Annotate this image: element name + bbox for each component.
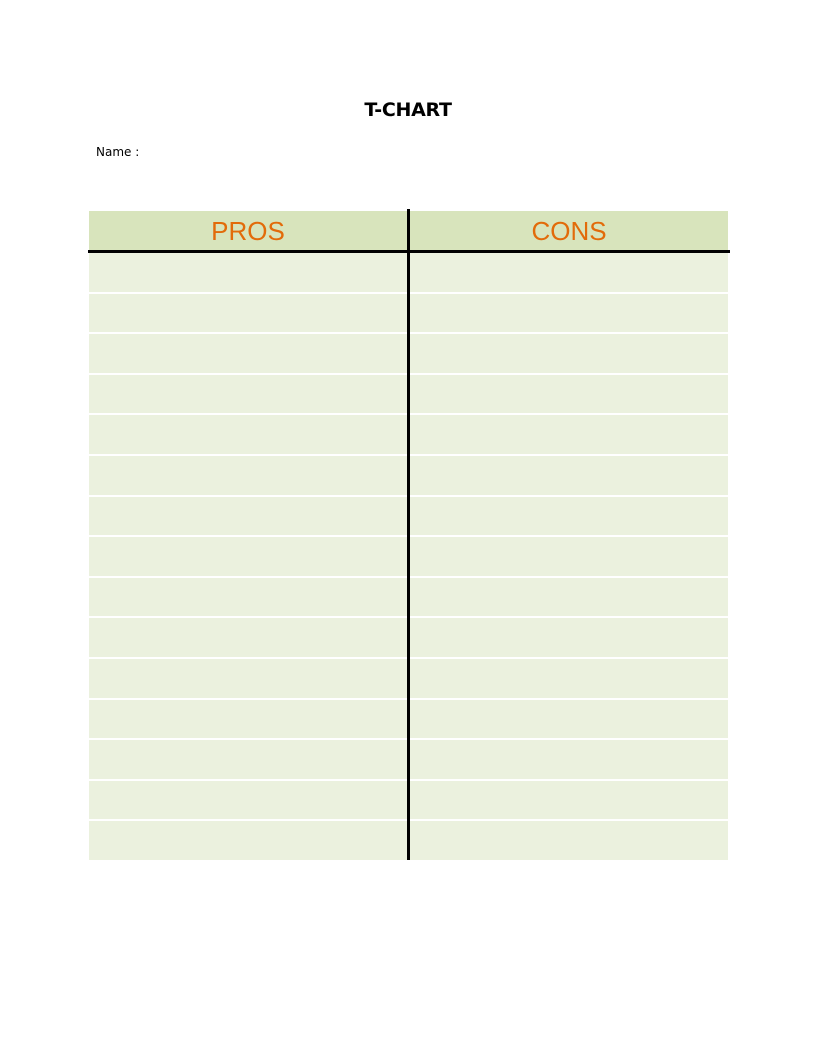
pros-cell[interactable] (89, 253, 407, 292)
cons-cell[interactable] (410, 334, 728, 373)
pros-cell[interactable] (89, 294, 407, 333)
pros-cell[interactable] (89, 415, 407, 454)
pros-column-header: PROS (211, 216, 285, 246)
center-divider (407, 209, 410, 860)
name-label: Name : (96, 145, 140, 159)
cons-cell[interactable] (410, 781, 728, 820)
cons-cell[interactable] (410, 578, 728, 617)
cons-cell[interactable] (410, 659, 728, 698)
t-chart-table (89, 211, 728, 858)
cons-cell[interactable] (410, 618, 728, 657)
pros-cell[interactable] (89, 456, 407, 495)
pros-cell[interactable] (89, 578, 407, 617)
cons-cell[interactable] (410, 415, 728, 454)
pros-cell[interactable] (89, 497, 407, 536)
cons-cell[interactable] (410, 375, 728, 414)
cons-cell[interactable] (410, 537, 728, 576)
page-title: T-CHART (364, 99, 452, 121)
pros-cell[interactable] (89, 618, 407, 657)
pros-cell[interactable] (89, 375, 407, 414)
cons-cell[interactable] (410, 253, 728, 292)
cons-cell[interactable] (410, 821, 728, 860)
cons-cell[interactable] (410, 456, 728, 495)
pros-cell[interactable] (89, 781, 407, 820)
cons-cell[interactable] (410, 294, 728, 333)
pros-cell[interactable] (89, 821, 407, 860)
pros-cell[interactable] (89, 659, 407, 698)
cons-column-header: CONS (531, 216, 607, 246)
cons-cell[interactable] (410, 700, 728, 739)
cons-cell[interactable] (410, 740, 728, 779)
pros-cell[interactable] (89, 537, 407, 576)
pros-cell[interactable] (89, 740, 407, 779)
cons-cell[interactable] (410, 497, 728, 536)
pros-cell[interactable] (89, 334, 407, 373)
pros-cell[interactable] (89, 700, 407, 739)
